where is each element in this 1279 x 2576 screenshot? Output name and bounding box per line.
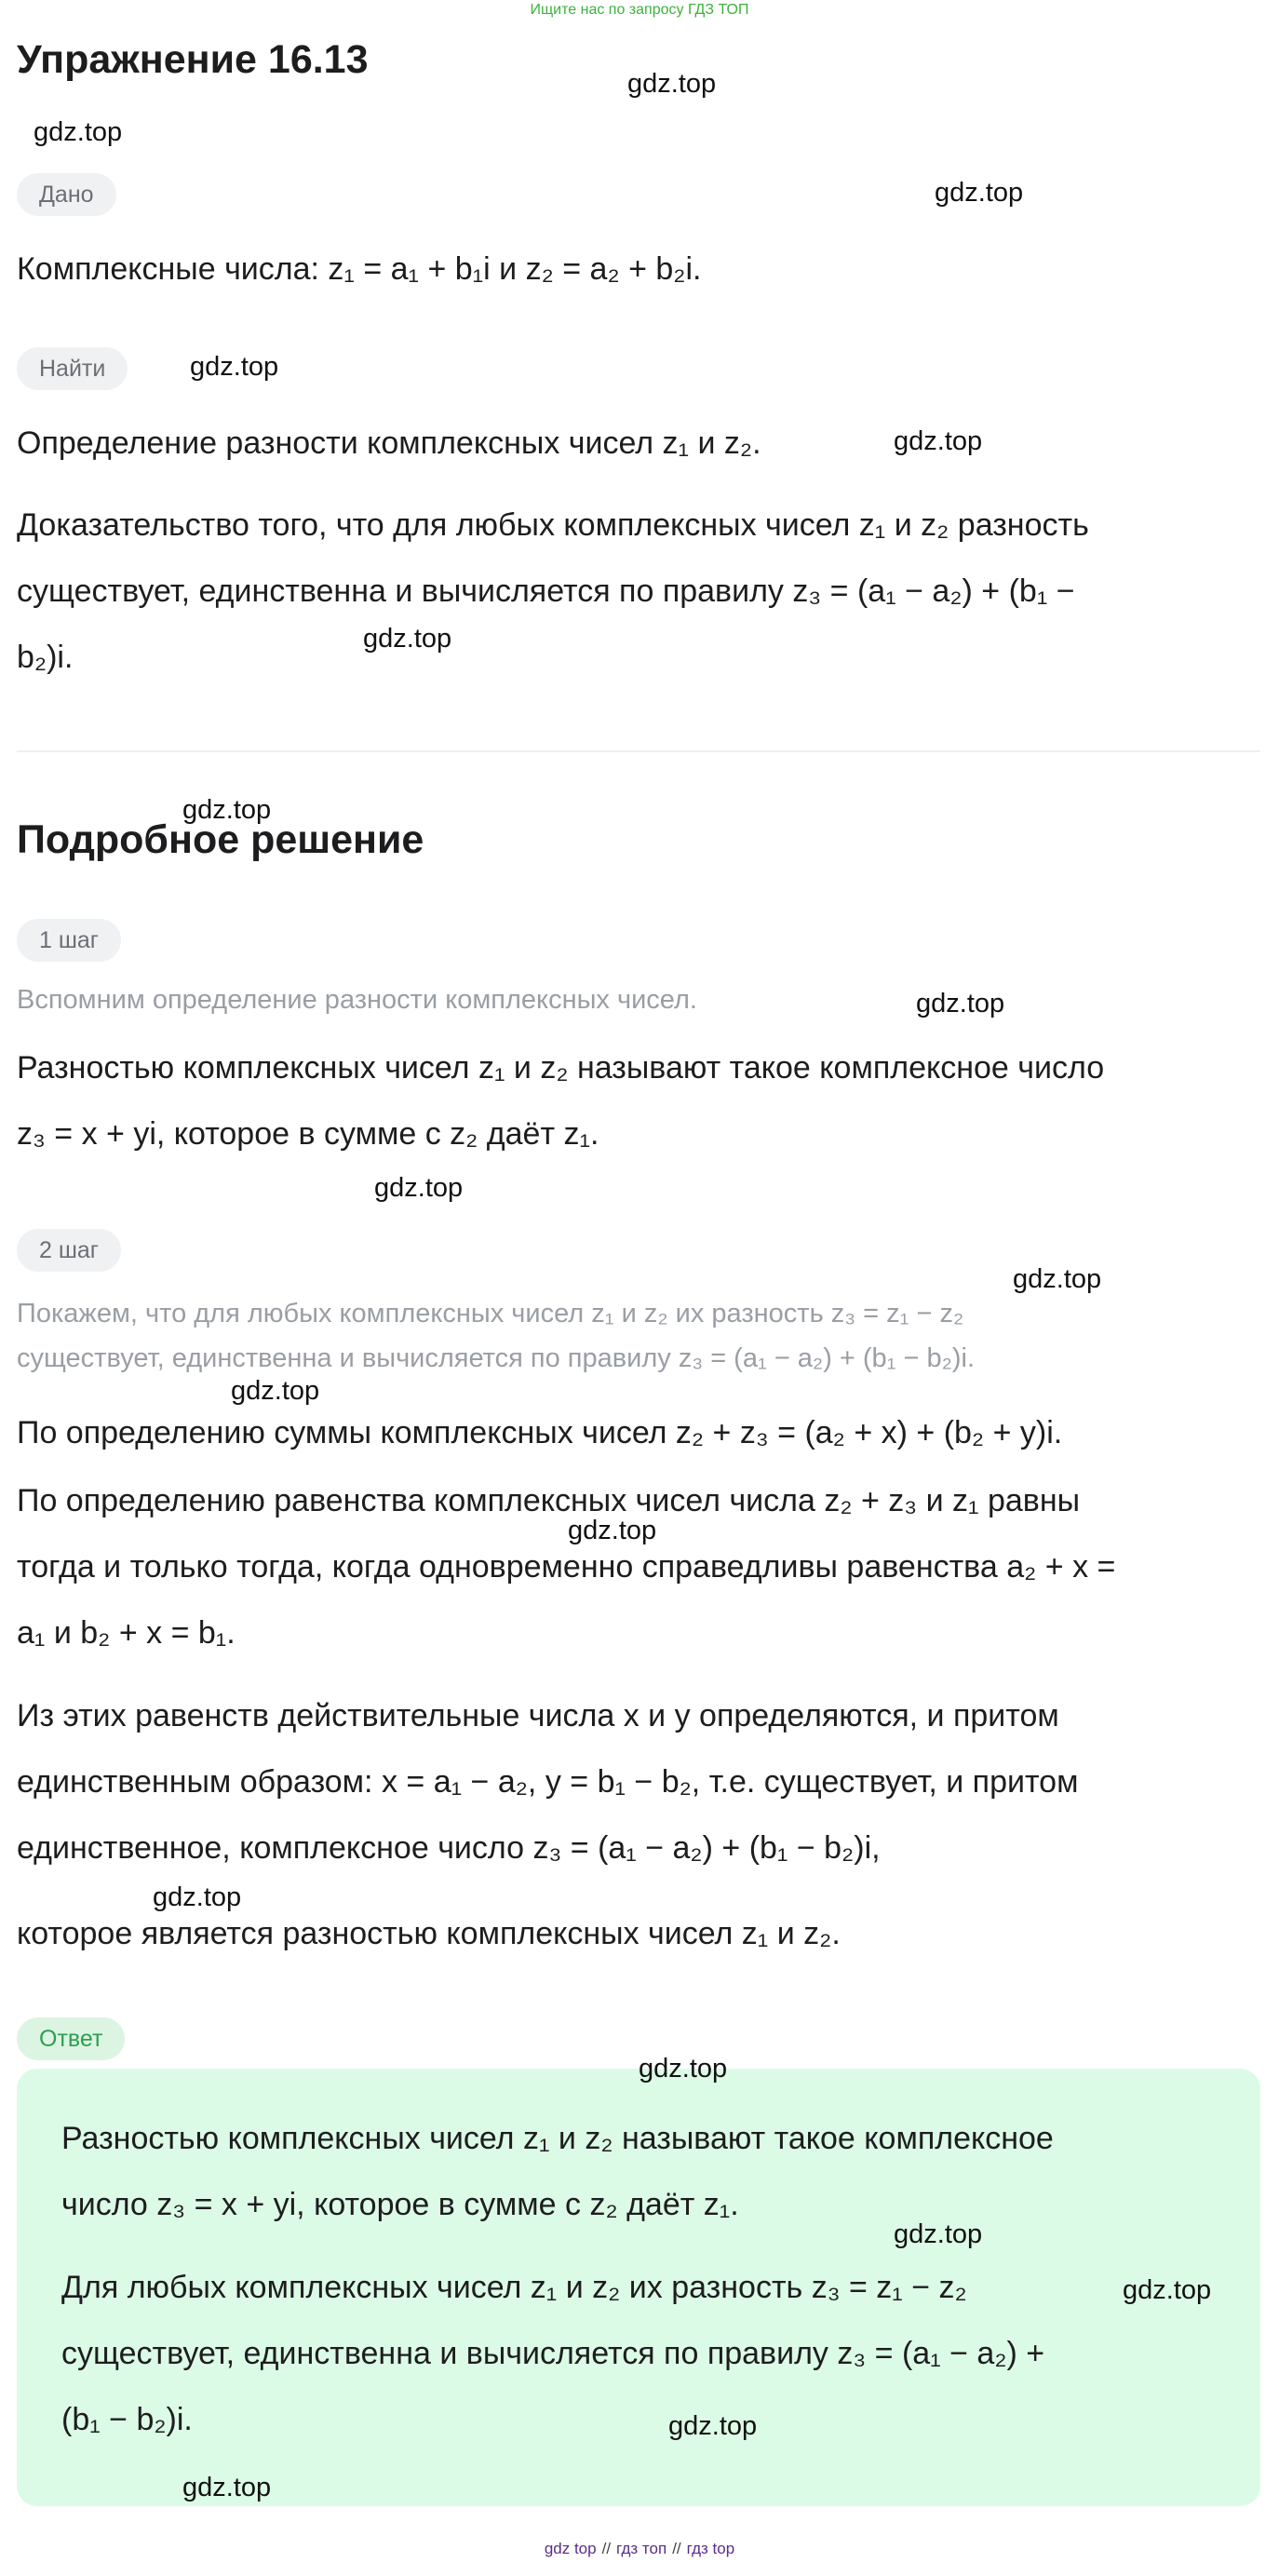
find-item-2-line3: b₂)i. xyxy=(17,640,74,675)
answer-box xyxy=(17,2069,1260,2506)
step-2-p3-line2: единственным образом: x = a₁ − a₂, y = b₁ − b₂, т.е. существует, и притом xyxy=(17,1764,1079,1800)
watermark: gdz.top xyxy=(182,795,272,825)
footer-separator: // xyxy=(601,2540,612,2557)
footer-link-2[interactable]: гдз топ xyxy=(616,2540,667,2557)
footer-separator: // xyxy=(672,2540,681,2557)
step-2-p3-line3: единственное, комплексное число z₃ = (a₁ − a₂) + (b₁ − b₂)i, xyxy=(17,1830,881,1866)
watermark: gdz.top xyxy=(374,1173,464,1203)
watermark: gdz.top xyxy=(916,989,1005,1018)
answer-line2: число z₃ = x + yi, которое в сумме с z₂ даёт z₁. xyxy=(61,2187,739,2222)
watermark: gdz.top xyxy=(627,69,717,99)
step-2-hint-line2: существует, единственна и вычисляется по правилу z₃ = (a₁ − a₂) + (b₁ − b₂)i. xyxy=(17,1343,976,1373)
solution-title: Подробное решение xyxy=(17,817,424,862)
step-1-hint: Вспомним определение разности комплексных чисел. xyxy=(17,985,697,1015)
answer-line3: Для любых комплексных чисел z₁ и z₂ их разность z₃ = z₁ − z₂ xyxy=(61,2270,967,2305)
watermark: gdz.top xyxy=(34,117,123,147)
step-2-hint-line1: Покажем, что для любых комплексных чисел z₁ и z₂ их разность z₃ = z₁ − z₂ xyxy=(17,1299,964,1328)
step-2-p2-line3: a₁ и b₂ + x = b₁. xyxy=(17,1615,236,1651)
footer xyxy=(0,2540,1279,2558)
page-title: Упражнение 16.13 xyxy=(17,37,369,82)
watermark: gdz.top xyxy=(935,178,1024,208)
given-badge: Дано xyxy=(17,173,116,216)
answer-line4: существует, единственна и вычисляется по правилу z₃ = (a₁ − a₂) + xyxy=(61,2336,1045,2371)
watermark: gdz.top xyxy=(568,1516,657,1545)
watermark: gdz.top xyxy=(668,2411,758,2441)
watermark: gdz.top xyxy=(182,2473,272,2502)
watermark: gdz.top xyxy=(153,1882,242,1912)
watermark: gdz.top xyxy=(1013,1264,1102,1294)
step-2-badge: 2 шаг xyxy=(17,1229,121,1272)
find-badge: Найти xyxy=(17,347,128,390)
watermark: gdz.top xyxy=(639,2054,728,2084)
section-divider xyxy=(17,750,1260,752)
step-1-line2: z₃ = x + yi, которое в сумме с z₂ даёт z₁. xyxy=(17,1116,599,1152)
watermark: gdz.top xyxy=(363,624,452,654)
watermark: gdz.top xyxy=(894,2219,983,2249)
find-item-1: Определение разности комплексных чисел z₁ и z₂. xyxy=(17,425,761,461)
find-item-2-line1: Доказательство того, что для любых комплексных чисел z₁ и z₂ разность xyxy=(17,507,1089,543)
answer-line5: (b₁ − b₂)i. xyxy=(61,2402,193,2437)
answer-line1: Разностью комплексных чисел z₁ и z₂ называют такое комплексное xyxy=(61,2121,1054,2156)
step-2-p2-line1: По определению равенства комплексных чисел числа z₂ + z₃ и z₁ равны xyxy=(17,1483,1081,1518)
answer-badge: Ответ xyxy=(17,2017,125,2060)
step-2-p3-line4: которое является разностью комплексных чисел z₁ и z₂. xyxy=(17,1916,841,1951)
step-2-p2-line2: тогда и только тогда, когда одновременно справедливы равенства a₂ + x = xyxy=(17,1549,1116,1585)
watermark: gdz.top xyxy=(894,426,983,456)
top-banner: Ищите нас по запросу ГДЗ ТОП xyxy=(530,2,749,18)
footer-link-1[interactable]: gdz top xyxy=(544,2540,597,2557)
step-2-p3-line1: Из этих равенств действительные числа x и y определяются, и притом xyxy=(17,1698,1059,1733)
watermark: gdz.top xyxy=(190,352,279,382)
watermark: gdz.top xyxy=(231,1376,320,1406)
footer-link-3[interactable]: гдз top xyxy=(686,2540,735,2557)
step-1-badge: 1 шаг xyxy=(17,919,121,962)
watermark: gdz.top xyxy=(1123,2275,1212,2305)
find-item-2-line2: существует, единственна и вычисляется по правилу z₃ = (a₁ − a₂) + (b₁ − xyxy=(17,573,1075,609)
step-1-line1: Разностью комплексных чисел z₁ и z₂ называют такое комплексное число xyxy=(17,1050,1105,1086)
step-2-p1: По определению суммы комплексных чисел z₂ + z₃ = (a₂ + x) + (b₂ + y)i. xyxy=(17,1415,1063,1450)
given-text: Комплексные числа: z₁ = a₁ + b₁i и z₂ = a₂ + b₂i. xyxy=(17,251,702,287)
